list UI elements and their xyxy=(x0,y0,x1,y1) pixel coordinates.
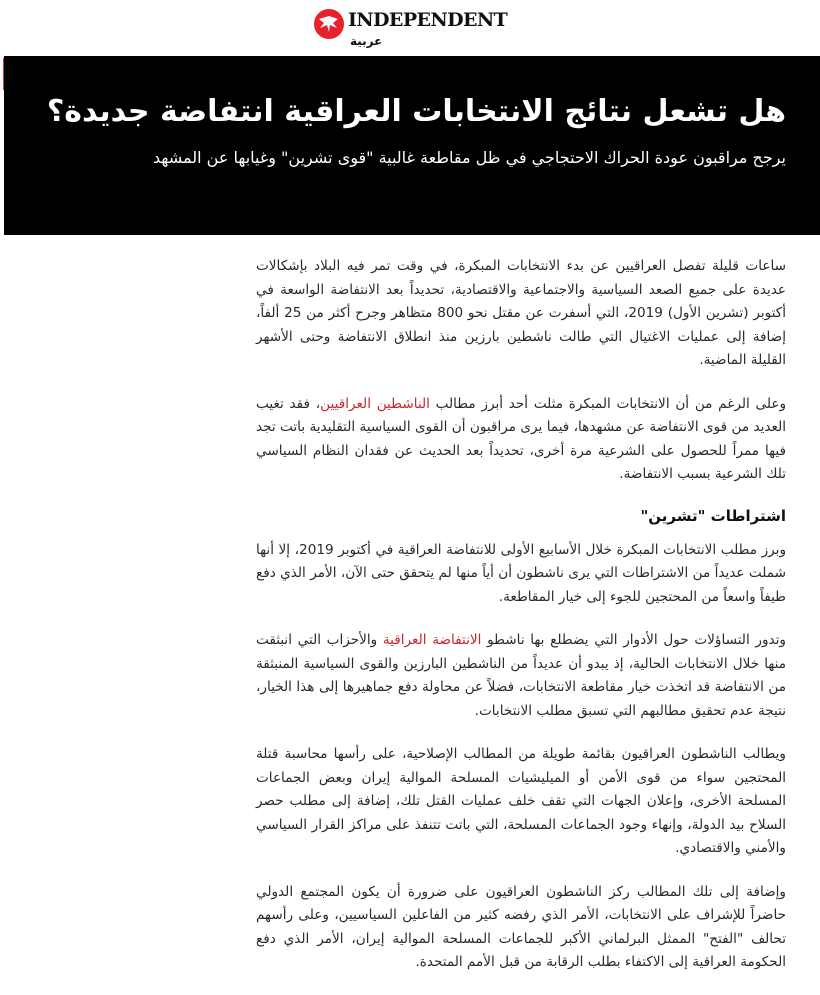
link-iraqi-activists[interactable]: الناشطين العراقيين xyxy=(320,395,430,412)
article-paragraph: ويطالب الناشطون العراقيون بقائمة طويلة من المطالب الإصلاحية، على رأسها محاسبة قتلة المحتجين سواء من قوى الأمن أو الميليشيات المسلحة الموالية إيران وبعض الجماعات المسلحة الأخرى، وإعلان الجهات التي تقف خلف عمليات القتل تلك، إضافة إلى مطلب حصر السلاح بيد الدولة، وإنهاء وجود الجماعات المسلحة، التي باتت تتنفذ على مراكز القرار السياسي والأمني والاقتصادي. xyxy=(256,746,786,856)
paragraph-text: وتدور التساؤلات حول الأدوار التي يضطلع بها ناشطو xyxy=(481,632,786,648)
article-hero xyxy=(4,56,820,235)
article-paragraph: وإضافة إلى تلك المطالب ركز الناشطون العراقيون على ضرورة أن يكون المجتمع الدولي حاضراً للإشراف على الانتخابات، الأمر الذي رفضه كثير من الفاعلين السياسيين، وعلى رأسهم تحالف "الفتح" الممثل البرلماني الأكبر للجماعات المسلحة الموالية إيران، الأمر الذي دفع الحكومة العراقية إلى الاكتفاء بطلب الرقابة من قبل الأمم المتحدة. xyxy=(256,883,786,970)
brand-edition: عربية xyxy=(350,34,383,48)
article-title: هل تشعل نتائج الانتخابات العراقية انتفاضة جديدة؟ xyxy=(46,94,786,129)
brand-name: INDEPENDENT xyxy=(348,9,508,31)
paragraph-text: وعلى الرغم من أن الانتخابات المبكرة مثلت أحد أبرز مطالب xyxy=(429,395,787,412)
eagle-logo-icon xyxy=(314,9,344,39)
article-paragraph: وبرز مطلب الانتخابات المبكرة خلال الأسابيع الأولى للانتفاضة العراقية في أكتوبر 2019، إلا أنها شملت عديداً من الاشتراطات التي يرى ناشطون أن أياً منها لم يتحقق حتى الآن، الأمر الذي دفع طيفاً واسعاً من المحتجين للجوء إلى خيار المقاطعة. xyxy=(256,541,787,605)
article-body xyxy=(256,255,786,995)
article-paragraph xyxy=(256,629,786,723)
paragraph-text: والأحزاب التي انبثقت منها خلال الانتخابات الحالية، إذ يبدو أن عديداً من الناشطين البارزين والقوى السياسية المنبثقة من الانتفاضة قد اتخذت خيار مقاطعة الانتخابات، فضلاً عن محاولة دفع جماهيرها إلى هذا الخيار، نتيجة عدم تحقيق مطالبهم التي تسبق مطلب الانتخابات. xyxy=(256,632,786,719)
paragraph-text: ، فقد تغيب العديد من قوى الانتفاضة عن مشهدها، فيما يرى مراقبون أن القوى السياسية التقليدية باتت تجد فيها ممراً للحصول على الشرعية مرة أخرى، تحديداً بعد الحديث عن فقدان النظام السياسي تلك الشرعية بسبب الانتفاضة. xyxy=(256,395,786,482)
article-subtitle: يرجح مراقبون عودة الحراك الاحتجاجي في ظل مقاطعة غالبية "قوى تشرين" وغيابها عن المشهد xyxy=(152,148,786,167)
link-iraqi-uprising[interactable]: الانتفاضة العراقية xyxy=(382,632,482,648)
section-heading: اشتراطات "تشرين" xyxy=(640,506,786,525)
article-paragraph xyxy=(256,393,786,487)
site-header xyxy=(0,0,820,56)
site-logo[interactable] xyxy=(314,6,508,52)
article-paragraph: ساعات قليلة تفصل العراقيين عن بدء الانتخابات المبكرة، في وقت تمر فيه البلاد بإشكالات عديدة على جميع الصعد السياسية والاجتماعية والاقتصادية، تحديداً بعد الانتفاضة الواسعة في أكتوبر (تشرين الأول) 2019، التي أسفرت عن مقتل نحو 800 متظاهر وجرح أكثر من 25 ألفاً، إضافة إلى عمليات الاغتيال التي طالت ناشطين بارزين منذ انطلاق الانتفاضة وحتى الأشهر القليلة الماضية. xyxy=(256,258,786,368)
